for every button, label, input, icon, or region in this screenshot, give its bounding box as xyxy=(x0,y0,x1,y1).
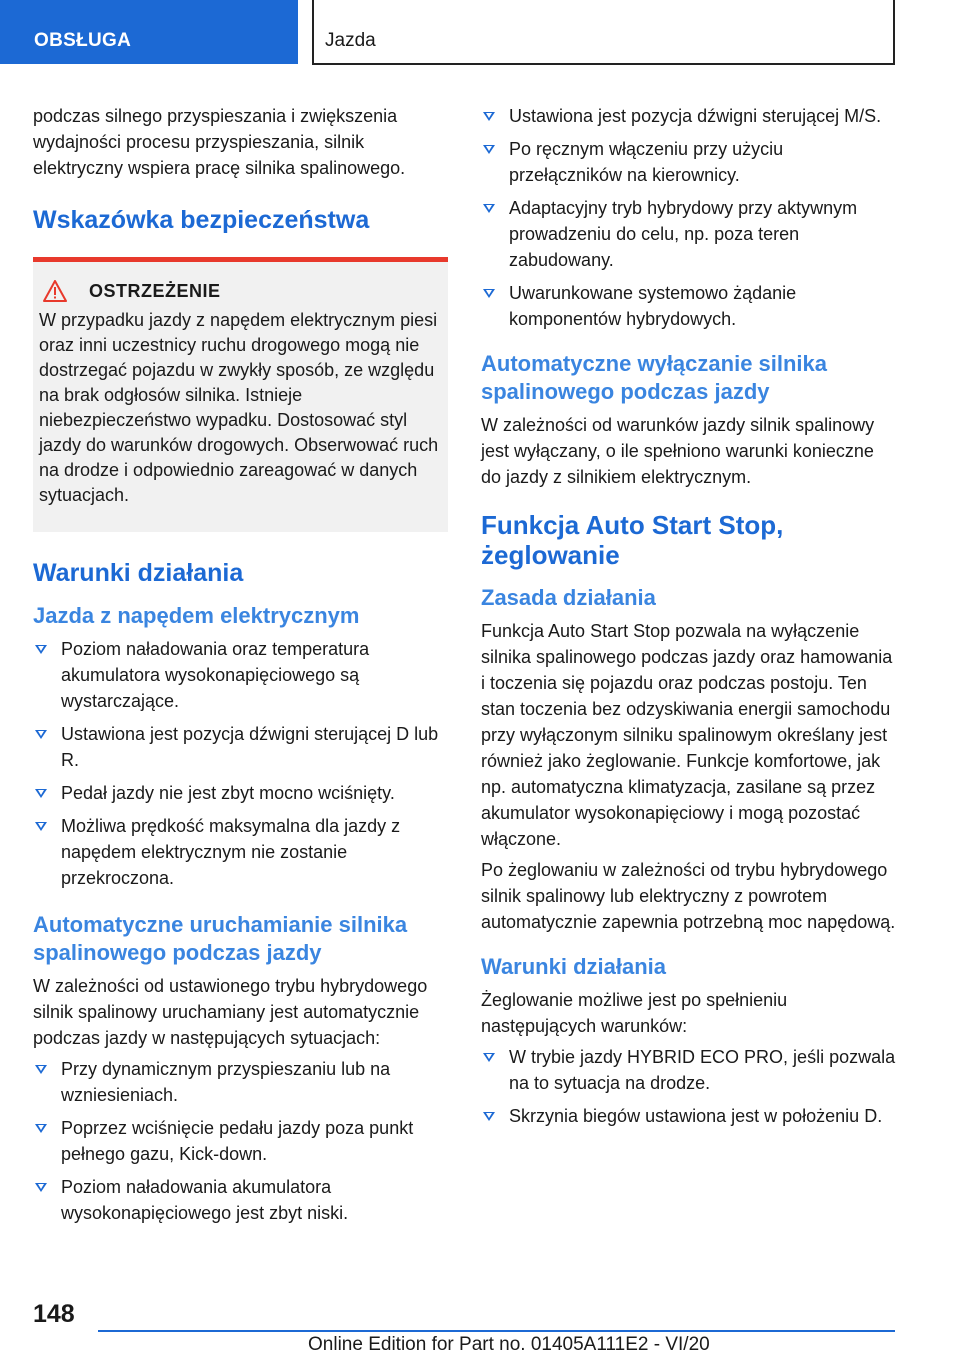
triangle-bullet-icon xyxy=(483,289,495,298)
warning-title: OSTRZEŻENIE xyxy=(89,280,221,301)
list-item: Uwarunkowane systemowo żądanie komponentów hybrydowych. xyxy=(481,280,896,332)
triangle-bullet-icon xyxy=(35,1183,47,1192)
edition-text: Online Edition for Part no. 01405A111E2 - VI/20 xyxy=(308,1334,710,1355)
header-divider xyxy=(312,0,314,64)
list-item: Po ręcznym włączeniu przy użyciu przełączników na kierownicy. xyxy=(481,136,896,188)
right-column xyxy=(481,103,896,1136)
autostart-list xyxy=(33,1056,448,1226)
list-item: Pedał jazdy nie jest zbyt mocno wciśnięty. xyxy=(33,780,448,806)
list-item: Przy dynamicznym przyspieszaniu lub na wzniesieniach. xyxy=(33,1056,448,1108)
warning-triangle-icon xyxy=(43,280,67,302)
header-right-border xyxy=(893,0,895,64)
autostart-heading: Automatyczne uruchamianie silnika spalinowego podczas jazdy xyxy=(33,912,408,965)
triangle-bullet-icon xyxy=(483,112,495,121)
header-bottom-border xyxy=(312,63,895,65)
principle-paragraph-2: Po żeglowaniu w zależności od trybu hybrydowego silnik spalinowy lub elektryczny z powrotem automatycznie zapewnia potrzebną moc napędową. xyxy=(481,860,896,932)
header-section-label: OBSŁUGA xyxy=(34,30,132,51)
list-item: Skrzynia biegów ustawiona jest w położeniu D. xyxy=(481,1103,896,1129)
list-item: Poziom naładowania akumulatora wysokonapięciowego jest zbyt niski. xyxy=(33,1174,448,1226)
warning-text: W przypadku jazdy z napędem elektrycznym piesi oraz inni uczestnicy ruchu drogowego mogą nie dostrzegać pojazdu w zwykły sposób, ze względu na brak odgłosów silnika. Istnieje niebezpieczeństwo wypadku. Dostosować styl jazdy do warunków drogowych. Obserwować ruch na drodze i odpowiednio zareagować w danych sytuacjach. xyxy=(39,310,439,505)
triangle-bullet-icon xyxy=(35,1124,47,1133)
principle-heading: Zasada działania xyxy=(481,585,656,610)
triangle-bullet-icon xyxy=(35,645,47,654)
sailing-conditions-paragraph: Żeglowanie możliwe jest po spełnieniu następujących warunków: xyxy=(481,990,788,1036)
list-item: Ustawiona jest pozycja dźwigni sterującej D lub R. xyxy=(33,721,448,773)
intro-paragraph: podczas silnego przyspieszania i zwiększenia wydajności procesu przyspieszania, silnik elektryczny wspiera pracę silnika spalinowego. xyxy=(33,106,406,178)
auto-start-stop-heading: Funkcja Auto Start Stop, żeglowanie xyxy=(481,510,784,570)
triangle-bullet-icon xyxy=(483,204,495,213)
autostart-paragraph: W zależności od ustawionego trybu hybrydowego silnik spalinowy uruchamiany jest automatycznie podczas jazdy w następujących sytuacjach: xyxy=(33,976,428,1048)
triangle-bullet-icon xyxy=(35,1065,47,1074)
warning-box xyxy=(33,257,448,532)
triangle-bullet-icon xyxy=(35,822,47,831)
triangle-bullet-icon xyxy=(35,730,47,739)
electric-conditions-list xyxy=(33,636,448,891)
conditions-heading: Warunki działania xyxy=(33,559,244,587)
triangle-bullet-icon xyxy=(483,1112,495,1121)
safety-heading: Wskazówka bezpieczeństwa xyxy=(33,206,370,234)
triangle-bullet-icon xyxy=(35,789,47,798)
sailing-conditions-heading: Warunki działania xyxy=(481,954,667,979)
list-item: Możliwa prędkość maksymalna dla jazdy z napędem elektrycznym nie zostanie przekroczona. xyxy=(33,813,448,891)
electric-drive-heading: Jazda z napędem elektrycznym xyxy=(33,603,360,628)
list-item: W trybie jazdy HYBRID ECO PRO, jeśli pozwala na to sytuacja na drodze. xyxy=(481,1044,896,1096)
principle-paragraph-1: Funkcja Auto Start Stop pozwala na wyłączenie silnika spalinowego podczas jazdy oraz hamowania i toczenia się pojazdu oraz podczas postoju. Ten stan toczenia bez odzyskiwania energii samochodu przy wyłączonym silniku spalinowym określany jest również jako żeglowanie. Funkcje komfortowe, jak np. automatyczna klimatyzacja, zasilane są przez akumulator wysokonapięciowy i mogą pozostać włączone. xyxy=(481,621,893,849)
page-number: 148 xyxy=(33,1300,75,1328)
footer-rule xyxy=(98,1330,895,1332)
sailing-conditions-list xyxy=(481,1044,896,1129)
warning-title-row xyxy=(39,280,440,302)
autooff-paragraph: W zależności od warunków jazdy silnik spalinowy jest wyłączany, o ile spełniono warunki konieczne do jazdy z silnikiem elektrycznym. xyxy=(481,415,875,487)
left-column xyxy=(33,103,448,1233)
autooff-heading: Automatyczne wyłączanie silnika spalinowego podczas jazdy xyxy=(481,351,828,404)
list-item: Adaptacyjny tryb hybrydowy przy aktywnym prowadzeniu do celu, np. poza teren zabudowany. xyxy=(481,195,896,273)
triangle-bullet-icon xyxy=(483,1053,495,1062)
triangle-bullet-icon xyxy=(483,145,495,154)
list-item: Poprzez wciśnięcie pedału jazdy poza punkt pełnego gazu, Kick-down. xyxy=(33,1115,448,1167)
list-item: Poziom naładowania oraz temperatura akumulatora wysokonapięciowego są wystarczające. xyxy=(33,636,448,714)
list-item: Ustawiona jest pozycja dźwigni sterującej M/S. xyxy=(481,103,896,129)
autostart-list-continued xyxy=(481,103,896,332)
header-chapter-label: Jazda xyxy=(325,30,376,51)
